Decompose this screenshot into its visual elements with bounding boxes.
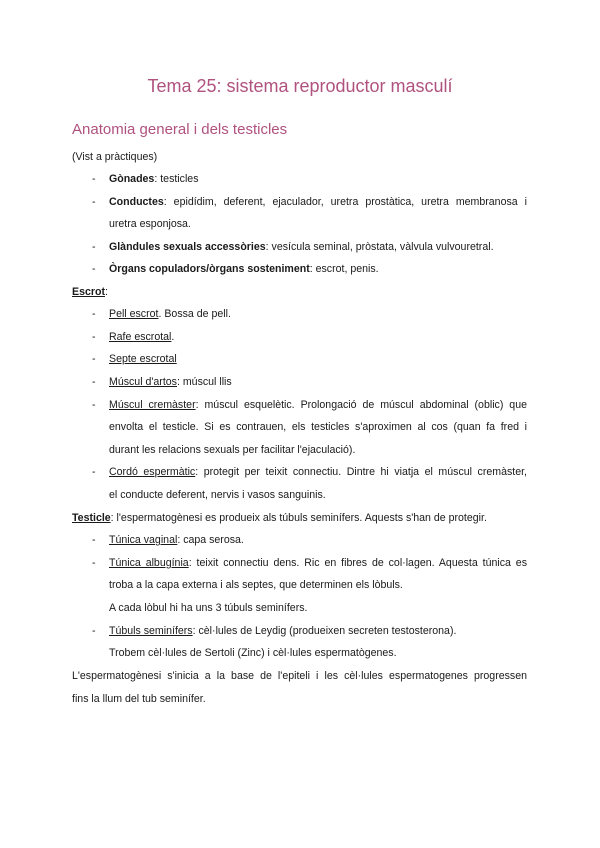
item-text: . — [171, 331, 175, 343]
item-text: : múscul esquelètic. Prolongació de múscul abdominal (oblic) que — [195, 399, 527, 411]
closing-paragraph-line: L'espermatogènesi s'inicia a la base de l'epiteli i les cèl·lules espermatogenes progressen — [72, 670, 527, 682]
item-label: Pell escrot — [109, 308, 159, 320]
list-item — [109, 240, 494, 254]
item-label: Cordó espermàtic — [109, 466, 196, 478]
bullet-dash: - — [92, 263, 96, 275]
list-item — [109, 556, 527, 570]
bullet-dash: - — [92, 466, 96, 478]
list-item — [109, 195, 527, 209]
bullet-dash: - — [92, 557, 96, 569]
bullet-dash: - — [92, 308, 96, 320]
item-text-continued: troba a la capa externa i als septes, que determinen els lòbuls. — [109, 579, 403, 591]
item-text-continued: Trobem cèl·lules de Sertoli (Zinc) i cèl·lules espermatògenes. — [109, 647, 397, 659]
item-text: : capa serosa. — [177, 534, 244, 546]
item-text-continued: el conducte deferent, nervis i vasos sanguinis. — [109, 489, 326, 501]
bullet-dash: - — [92, 534, 96, 546]
item-label: Conductes — [109, 196, 164, 208]
testicle-text: : l'espermatogènesi es produeix als túbuls seminífers. Aquests s'han de protegir. — [110, 512, 487, 524]
item-text: : testicles — [154, 173, 199, 185]
list-item — [109, 624, 456, 638]
item-text-continued: durant les relacions sexuals per facilitar l'ejaculació). — [109, 444, 356, 456]
escrot-heading: Escrot: — [72, 286, 108, 298]
item-text: . Bossa de pell. — [158, 308, 231, 320]
item-label: Túnica vaginal — [109, 534, 178, 546]
bullet-dash: - — [92, 241, 96, 253]
page-title: Tema 25: sistema reproductor masculí — [147, 76, 453, 96]
testicle-heading: Testicle — [72, 512, 111, 524]
item-text-continued: A cada lòbul hi ha uns 3 túbuls seminífers. — [109, 602, 308, 614]
item-text: : cèl·lules de Leydig (produeixen secreten testosterona). — [192, 625, 457, 637]
bullet-dash: - — [92, 625, 96, 637]
item-text: : teixit connectiu dens. Ric en fibres de col·lagen. Aquesta túnica es — [188, 557, 527, 569]
item-label: Gònades — [109, 173, 155, 185]
bullet-dash: - — [92, 173, 96, 185]
item-label: Múscul cremàster — [109, 399, 196, 411]
intro-note: (Vist a pràctiques) — [72, 151, 158, 163]
testicle-paragraph — [72, 511, 487, 525]
item-text: : escrot, penis. — [309, 263, 379, 275]
item-text: : múscul llis — [176, 376, 232, 388]
bullet-dash: - — [92, 399, 96, 411]
item-label: Septe escrotal — [109, 353, 177, 365]
bullet-dash: - — [92, 196, 96, 208]
item-text: : vesícula seminal, pròstata, vàlvula vulvouretral. — [265, 241, 494, 253]
list-item — [109, 398, 527, 412]
section-heading: Anatomia general i dels testicles — [72, 121, 288, 138]
bullet-dash: - — [92, 331, 96, 343]
escrot-heading-text: Escrot — [72, 286, 105, 298]
item-label: Múscul d'artos — [109, 376, 177, 388]
bullet-dash: - — [92, 353, 96, 365]
item-text-continued: envolta el testicle. Si es contrauen, els testicles s'aproximen al cos (quan fa fred i — [109, 421, 527, 433]
item-label: Rafe escrotal — [109, 331, 172, 343]
bullet-dash: - — [92, 376, 96, 388]
item-label: Glàndules sexuals accessòries — [109, 241, 266, 253]
closing-paragraph-line: fins la llum del tub seminífer. — [72, 693, 206, 705]
list-item — [109, 330, 174, 344]
item-text-continued: uretra esponjosa. — [109, 218, 191, 230]
list-item — [109, 375, 232, 389]
item-label: Òrgans copuladors/òrgans sosteniment — [109, 263, 310, 275]
list-item — [109, 352, 177, 366]
item-text: : epidídim, deferent, ejaculador, uretra prostàtica, uretra membranosa i — [163, 196, 527, 208]
item-text: : protegit per teixit connectiu. Dintre hi viatja el múscul cremàster, — [195, 466, 527, 478]
item-label: Túnica albugínia — [109, 557, 189, 569]
list-item — [109, 172, 199, 186]
item-label: Túbuls seminífers — [109, 625, 193, 637]
list-item — [109, 307, 231, 321]
list-item — [109, 533, 244, 547]
list-item — [109, 262, 379, 276]
list-item — [109, 465, 527, 479]
